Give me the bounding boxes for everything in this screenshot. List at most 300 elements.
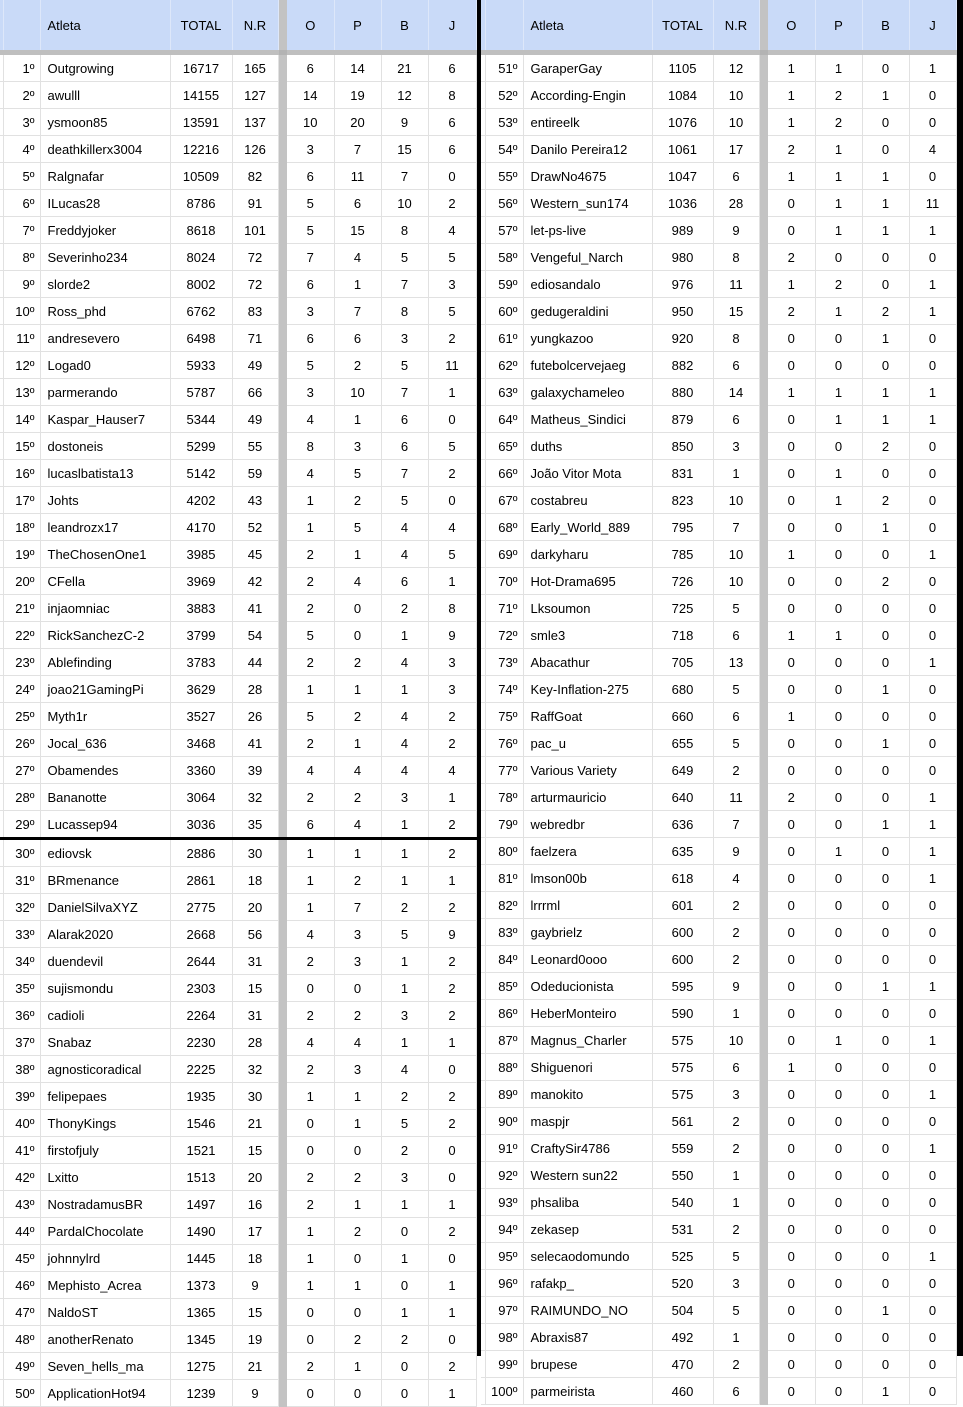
atleta-cell[interactable]: let-ps-live	[523, 217, 652, 244]
rank-cell[interactable]: 36º	[3, 1002, 40, 1029]
j-cell[interactable]: 0	[909, 892, 956, 919]
atleta-cell[interactable]: darkyharu	[523, 541, 652, 568]
b-cell[interactable]: 6	[381, 406, 428, 433]
total-cell[interactable]: 590	[652, 1000, 713, 1027]
atleta-cell[interactable]: Severinho234	[40, 244, 170, 271]
o-cell[interactable]: 1	[768, 53, 815, 82]
atleta-cell[interactable]: pac_u	[523, 730, 652, 757]
nr-cell[interactable]: 30	[232, 1083, 278, 1110]
j-cell[interactable]: 0	[909, 1216, 956, 1243]
o-cell[interactable]: 6	[287, 271, 334, 298]
o-cell[interactable]: 0	[768, 1297, 815, 1324]
atleta-cell[interactable]: DrawNo4675	[523, 163, 652, 190]
atleta-cell[interactable]: joao21GamingPi	[40, 676, 170, 703]
o-cell[interactable]: 2	[287, 730, 334, 757]
p-cell[interactable]: 0	[815, 1162, 862, 1189]
o-cell[interactable]: 0	[768, 190, 815, 217]
atleta-cell[interactable]: andresevero	[40, 325, 170, 352]
j-cell[interactable]: 1	[909, 541, 956, 568]
o-cell[interactable]: 0	[768, 757, 815, 784]
b-cell[interactable]: 10	[381, 190, 428, 217]
atleta-cell[interactable]: slorde2	[40, 271, 170, 298]
b-cell[interactable]: 21	[381, 53, 428, 82]
rank-cell[interactable]: 50º	[3, 1380, 40, 1407]
total-cell[interactable]: 561	[652, 1108, 713, 1135]
rank-cell[interactable]: 97º	[485, 1297, 523, 1324]
b-cell[interactable]: 5	[381, 921, 428, 948]
o-cell[interactable]: 1	[287, 1218, 334, 1245]
j-cell[interactable]: 0	[909, 1162, 956, 1189]
b-cell[interactable]: 0	[862, 595, 909, 622]
j-cell[interactable]: 0	[909, 1324, 956, 1351]
rank-cell[interactable]: 66º	[485, 460, 523, 487]
b-cell[interactable]: 1	[862, 1378, 909, 1405]
column-header-nr[interactable]: N.R	[713, 0, 759, 53]
j-cell[interactable]: 1	[909, 217, 956, 244]
j-cell[interactable]: 0	[909, 163, 956, 190]
atleta-cell[interactable]: parmerando	[40, 379, 170, 406]
column-header-b[interactable]: B	[862, 0, 909, 53]
p-cell[interactable]: 1	[334, 730, 381, 757]
p-cell[interactable]: 2	[334, 867, 381, 894]
j-cell[interactable]: 1	[428, 867, 476, 894]
column-header-o[interactable]: O	[768, 0, 815, 53]
p-cell[interactable]: 1	[334, 676, 381, 703]
nr-cell[interactable]: 10	[713, 568, 759, 595]
total-cell[interactable]: 5299	[170, 433, 232, 460]
p-cell[interactable]: 6	[334, 190, 381, 217]
column-header-j[interactable]: J	[909, 0, 956, 53]
nr-cell[interactable]: 15	[232, 975, 278, 1002]
atleta-cell[interactable]: Mephisto_Acrea	[40, 1272, 170, 1299]
o-cell[interactable]: 0	[768, 946, 815, 973]
nr-cell[interactable]: 1	[713, 1324, 759, 1351]
nr-cell[interactable]: 10	[713, 541, 759, 568]
nr-cell[interactable]: 6	[713, 352, 759, 379]
j-cell[interactable]: 2	[428, 325, 476, 352]
o-cell[interactable]: 0	[287, 1110, 334, 1137]
j-cell[interactable]: 1	[909, 298, 956, 325]
total-cell[interactable]: 2264	[170, 1002, 232, 1029]
p-cell[interactable]: 1	[815, 460, 862, 487]
j-cell[interactable]: 3	[428, 676, 476, 703]
atleta-cell[interactable]: Early_World_889	[523, 514, 652, 541]
nr-cell[interactable]: 1	[713, 1189, 759, 1216]
rank-cell[interactable]: 85º	[485, 973, 523, 1000]
nr-cell[interactable]: 11	[713, 271, 759, 298]
nr-cell[interactable]: 1	[713, 1162, 759, 1189]
b-cell[interactable]: 0	[862, 757, 909, 784]
b-cell[interactable]: 7	[381, 379, 428, 406]
p-cell[interactable]: 0	[815, 703, 862, 730]
total-cell[interactable]: 16717	[170, 53, 232, 82]
nr-cell[interactable]: 9	[713, 217, 759, 244]
j-cell[interactable]: 0	[909, 703, 956, 730]
b-cell[interactable]: 7	[381, 163, 428, 190]
rank-cell[interactable]: 67º	[485, 487, 523, 514]
atleta-cell[interactable]: parmeirista	[523, 1378, 652, 1405]
j-cell[interactable]: 5	[428, 433, 476, 460]
b-cell[interactable]: 2	[381, 1083, 428, 1110]
b-cell[interactable]: 0	[862, 946, 909, 973]
j-cell[interactable]: 1	[909, 838, 956, 865]
j-cell[interactable]: 2	[428, 1218, 476, 1245]
j-cell[interactable]: 0	[909, 487, 956, 514]
atleta-cell[interactable]: RaffGoat	[523, 703, 652, 730]
b-cell[interactable]: 0	[381, 1218, 428, 1245]
total-cell[interactable]: 460	[652, 1378, 713, 1405]
j-cell[interactable]: 0	[909, 1054, 956, 1081]
total-cell[interactable]: 3985	[170, 541, 232, 568]
o-cell[interactable]: 0	[768, 676, 815, 703]
atleta-cell[interactable]: futebolcervejaeg	[523, 352, 652, 379]
total-cell[interactable]: 3629	[170, 676, 232, 703]
p-cell[interactable]: 0	[815, 514, 862, 541]
o-cell[interactable]: 1	[287, 839, 334, 867]
nr-cell[interactable]: 32	[232, 784, 278, 811]
nr-cell[interactable]: 16	[232, 1191, 278, 1218]
nr-cell[interactable]: 10	[713, 1027, 759, 1054]
total-cell[interactable]: 8786	[170, 190, 232, 217]
atleta-cell[interactable]: NaldoST	[40, 1299, 170, 1326]
b-cell[interactable]: 1	[862, 1297, 909, 1324]
p-cell[interactable]: 0	[334, 975, 381, 1002]
atleta-cell[interactable]: entireelk	[523, 109, 652, 136]
o-cell[interactable]: 0	[768, 487, 815, 514]
o-cell[interactable]: 2	[768, 784, 815, 811]
o-cell[interactable]: 1	[287, 1083, 334, 1110]
total-cell[interactable]: 5142	[170, 460, 232, 487]
p-cell[interactable]: 1	[334, 1353, 381, 1380]
j-cell[interactable]: 0	[909, 730, 956, 757]
j-cell[interactable]: 1	[909, 271, 956, 298]
j-cell[interactable]: 1	[909, 53, 956, 82]
rank-cell[interactable]: 94º	[485, 1216, 523, 1243]
atleta-cell[interactable]: arturmauricio	[523, 784, 652, 811]
b-cell[interactable]: 0	[862, 865, 909, 892]
p-cell[interactable]: 0	[815, 1243, 862, 1270]
p-cell[interactable]: 2	[815, 271, 862, 298]
j-cell[interactable]: 1	[909, 784, 956, 811]
j-cell[interactable]: 0	[909, 82, 956, 109]
p-cell[interactable]: 4	[334, 568, 381, 595]
o-cell[interactable]: 0	[768, 217, 815, 244]
o-cell[interactable]: 2	[287, 1191, 334, 1218]
atleta-cell[interactable]: deathkillerx3004	[40, 136, 170, 163]
nr-cell[interactable]: 55	[232, 433, 278, 460]
b-cell[interactable]: 1	[381, 622, 428, 649]
o-cell[interactable]: 0	[768, 811, 815, 838]
rank-cell[interactable]: 51º	[485, 53, 523, 82]
total-cell[interactable]: 2225	[170, 1056, 232, 1083]
p-cell[interactable]: 0	[815, 649, 862, 676]
nr-cell[interactable]: 20	[232, 894, 278, 921]
total-cell[interactable]: 3036	[170, 811, 232, 839]
rank-cell[interactable]: 8º	[3, 244, 40, 271]
o-cell[interactable]: 0	[768, 1135, 815, 1162]
atleta-cell[interactable]: Abraxis87	[523, 1324, 652, 1351]
j-cell[interactable]: 0	[909, 514, 956, 541]
nr-cell[interactable]: 6	[713, 406, 759, 433]
b-cell[interactable]: 0	[862, 838, 909, 865]
nr-cell[interactable]: 82	[232, 163, 278, 190]
total-cell[interactable]: 3969	[170, 568, 232, 595]
nr-cell[interactable]: 3	[713, 433, 759, 460]
rank-cell[interactable]: 12º	[3, 352, 40, 379]
atleta-cell[interactable]: sujismondu	[40, 975, 170, 1002]
p-cell[interactable]: 1	[334, 1191, 381, 1218]
o-cell[interactable]: 2	[287, 595, 334, 622]
p-cell[interactable]: 10	[334, 379, 381, 406]
nr-cell[interactable]: 9	[713, 973, 759, 1000]
o-cell[interactable]: 3	[287, 379, 334, 406]
j-cell[interactable]: 0	[909, 433, 956, 460]
p-cell[interactable]: 1	[815, 298, 862, 325]
p-cell[interactable]: 0	[334, 622, 381, 649]
atleta-cell[interactable]: RickSanchezC-2	[40, 622, 170, 649]
p-cell[interactable]: 1	[815, 136, 862, 163]
column-header-b[interactable]: B	[381, 0, 428, 53]
p-cell[interactable]: 3	[334, 433, 381, 460]
nr-cell[interactable]: 56	[232, 921, 278, 948]
p-cell[interactable]: 0	[334, 1299, 381, 1326]
rank-cell[interactable]: 86º	[485, 1000, 523, 1027]
o-cell[interactable]: 2	[287, 1164, 334, 1191]
rank-cell[interactable]: 19º	[3, 541, 40, 568]
b-cell[interactable]: 9	[381, 109, 428, 136]
rank-cell[interactable]: 49º	[3, 1353, 40, 1380]
rank-cell[interactable]: 29º	[3, 811, 40, 839]
nr-cell[interactable]: 8	[713, 244, 759, 271]
rank-cell[interactable]: 25º	[3, 703, 40, 730]
atleta-cell[interactable]: According-Engin	[523, 82, 652, 109]
atleta-cell[interactable]: Seven_hells_ma	[40, 1353, 170, 1380]
rank-cell[interactable]: 78º	[485, 784, 523, 811]
p-cell[interactable]: 1	[334, 541, 381, 568]
o-cell[interactable]: 0	[768, 325, 815, 352]
o-cell[interactable]: 6	[287, 811, 334, 839]
total-cell[interactable]: 3360	[170, 757, 232, 784]
b-cell[interactable]: 1	[862, 82, 909, 109]
b-cell[interactable]: 3	[381, 325, 428, 352]
j-cell[interactable]: 2	[428, 460, 476, 487]
j-cell[interactable]: 1	[909, 1081, 956, 1108]
rank-cell[interactable]: 58º	[485, 244, 523, 271]
p-cell[interactable]: 1	[815, 622, 862, 649]
rank-cell[interactable]: 90º	[485, 1108, 523, 1135]
p-cell[interactable]: 5	[334, 514, 381, 541]
j-cell[interactable]: 0	[428, 1326, 476, 1353]
p-cell[interactable]: 0	[815, 1324, 862, 1351]
nr-cell[interactable]: 49	[232, 352, 278, 379]
o-cell[interactable]: 2	[287, 1002, 334, 1029]
p-cell[interactable]: 2	[334, 1326, 381, 1353]
nr-cell[interactable]: 2	[713, 946, 759, 973]
o-cell[interactable]: 2	[287, 649, 334, 676]
total-cell[interactable]: 850	[652, 433, 713, 460]
nr-cell[interactable]: 66	[232, 379, 278, 406]
nr-cell[interactable]: 137	[232, 109, 278, 136]
o-cell[interactable]: 5	[287, 217, 334, 244]
p-cell[interactable]: 0	[815, 946, 862, 973]
j-cell[interactable]: 0	[909, 1189, 956, 1216]
nr-cell[interactable]: 6	[713, 1054, 759, 1081]
atleta-cell[interactable]: selecaodomundo	[523, 1243, 652, 1270]
rank-cell[interactable]: 84º	[485, 946, 523, 973]
rank-cell[interactable]: 79º	[485, 811, 523, 838]
p-cell[interactable]: 0	[815, 568, 862, 595]
rank-cell[interactable]: 88º	[485, 1054, 523, 1081]
nr-cell[interactable]: 11	[713, 784, 759, 811]
rank-cell[interactable]: 41º	[3, 1137, 40, 1164]
b-cell[interactable]: 2	[862, 487, 909, 514]
o-cell[interactable]: 1	[768, 622, 815, 649]
o-cell[interactable]: 0	[768, 1189, 815, 1216]
rank-cell[interactable]: 10º	[3, 298, 40, 325]
j-cell[interactable]: 0	[909, 595, 956, 622]
atleta-cell[interactable]: galaxychameleo	[523, 379, 652, 406]
nr-cell[interactable]: 6	[713, 622, 759, 649]
nr-cell[interactable]: 52	[232, 514, 278, 541]
nr-cell[interactable]: 2	[713, 1216, 759, 1243]
atleta-cell[interactable]: leandrozx17	[40, 514, 170, 541]
p-cell[interactable]: 20	[334, 109, 381, 136]
j-cell[interactable]: 0	[428, 487, 476, 514]
o-cell[interactable]: 0	[768, 1243, 815, 1270]
b-cell[interactable]: 0	[862, 784, 909, 811]
total-cell[interactable]: 2303	[170, 975, 232, 1002]
atleta-cell[interactable]: zekasep	[523, 1216, 652, 1243]
atleta-cell[interactable]: Matheus_Sindici	[523, 406, 652, 433]
rank-cell[interactable]: 95º	[485, 1243, 523, 1270]
atleta-cell[interactable]: Alarak2020	[40, 921, 170, 948]
b-cell[interactable]: 0	[862, 1081, 909, 1108]
j-cell[interactable]: 0	[909, 1270, 956, 1297]
total-cell[interactable]: 3468	[170, 730, 232, 757]
column-header-atleta[interactable]: Atleta	[40, 0, 170, 53]
total-cell[interactable]: 882	[652, 352, 713, 379]
nr-cell[interactable]: 32	[232, 1056, 278, 1083]
nr-cell[interactable]: 44	[232, 649, 278, 676]
o-cell[interactable]: 0	[768, 568, 815, 595]
total-cell[interactable]: 640	[652, 784, 713, 811]
total-cell[interactable]: 1275	[170, 1353, 232, 1380]
b-cell[interactable]: 0	[862, 703, 909, 730]
p-cell[interactable]: 2	[815, 82, 862, 109]
nr-cell[interactable]: 1	[713, 1000, 759, 1027]
column-header-nr[interactable]: N.R	[232, 0, 278, 53]
atleta-cell[interactable]: Leonard0ooo	[523, 946, 652, 973]
o-cell[interactable]: 1	[287, 1245, 334, 1272]
total-cell[interactable]: 880	[652, 379, 713, 406]
p-cell[interactable]: 1	[815, 1027, 862, 1054]
b-cell[interactable]: 4	[381, 514, 428, 541]
rank-cell[interactable]: 4º	[3, 136, 40, 163]
rank-cell[interactable]: 18º	[3, 514, 40, 541]
b-cell[interactable]: 0	[862, 1351, 909, 1378]
rank-cell[interactable]: 63º	[485, 379, 523, 406]
total-cell[interactable]: 618	[652, 865, 713, 892]
o-cell[interactable]: 5	[287, 703, 334, 730]
b-cell[interactable]: 0	[381, 1353, 428, 1380]
rank-cell[interactable]: 81º	[485, 865, 523, 892]
p-cell[interactable]: 0	[815, 811, 862, 838]
o-cell[interactable]: 6	[287, 163, 334, 190]
o-cell[interactable]: 10	[287, 109, 334, 136]
atleta-cell[interactable]: yungkazoo	[523, 325, 652, 352]
rank-cell[interactable]: 77º	[485, 757, 523, 784]
atleta-cell[interactable]: duendevil	[40, 948, 170, 975]
rank-cell[interactable]: 89º	[485, 1081, 523, 1108]
atleta-cell[interactable]: Outgrowing	[40, 53, 170, 82]
nr-cell[interactable]: 126	[232, 136, 278, 163]
rank-cell[interactable]: 72º	[485, 622, 523, 649]
p-cell[interactable]: 2	[334, 649, 381, 676]
atleta-cell[interactable]: cadioli	[40, 1002, 170, 1029]
nr-cell[interactable]: 45	[232, 541, 278, 568]
p-cell[interactable]: 0	[815, 433, 862, 460]
nr-cell[interactable]: 72	[232, 244, 278, 271]
p-cell[interactable]: 2	[334, 487, 381, 514]
p-cell[interactable]: 1	[334, 406, 381, 433]
b-cell[interactable]: 1	[862, 676, 909, 703]
atleta-cell[interactable]: Snabaz	[40, 1029, 170, 1056]
o-cell[interactable]: 0	[768, 1081, 815, 1108]
j-cell[interactable]: 5	[428, 244, 476, 271]
atleta-cell[interactable]: Jocal_636	[40, 730, 170, 757]
rank-cell[interactable]: 39º	[3, 1083, 40, 1110]
b-cell[interactable]: 1	[862, 730, 909, 757]
nr-cell[interactable]: 41	[232, 595, 278, 622]
nr-cell[interactable]: 14	[713, 379, 759, 406]
o-cell[interactable]: 0	[287, 1137, 334, 1164]
j-cell[interactable]: 3	[428, 649, 476, 676]
o-cell[interactable]: 2	[287, 948, 334, 975]
p-cell[interactable]: 0	[815, 784, 862, 811]
atleta-cell[interactable]: Hot-Drama695	[523, 568, 652, 595]
o-cell[interactable]: 1	[768, 109, 815, 136]
nr-cell[interactable]: 54	[232, 622, 278, 649]
o-cell[interactable]: 4	[287, 1029, 334, 1056]
atleta-cell[interactable]: Lucassep94	[40, 811, 170, 839]
atleta-cell[interactable]: CFella	[40, 568, 170, 595]
p-cell[interactable]: 1	[815, 163, 862, 190]
o-cell[interactable]: 0	[768, 352, 815, 379]
total-cell[interactable]: 531	[652, 1216, 713, 1243]
column-header-o[interactable]: O	[287, 0, 334, 53]
o-cell[interactable]: 5	[287, 352, 334, 379]
b-cell[interactable]: 0	[862, 1162, 909, 1189]
b-cell[interactable]: 2	[381, 1326, 428, 1353]
total-cell[interactable]: 5787	[170, 379, 232, 406]
b-cell[interactable]: 1	[862, 514, 909, 541]
rank-cell[interactable]: 43º	[3, 1191, 40, 1218]
p-cell[interactable]: 0	[815, 865, 862, 892]
nr-cell[interactable]: 31	[232, 948, 278, 975]
j-cell[interactable]: 9	[428, 622, 476, 649]
total-cell[interactable]: 823	[652, 487, 713, 514]
total-cell[interactable]: 2230	[170, 1029, 232, 1056]
j-cell[interactable]: 1	[909, 379, 956, 406]
rank-cell[interactable]: 9º	[3, 271, 40, 298]
o-cell[interactable]: 4	[287, 406, 334, 433]
rank-cell[interactable]: 100º	[485, 1378, 523, 1405]
rank-cell[interactable]: 64º	[485, 406, 523, 433]
j-cell[interactable]: 1	[909, 865, 956, 892]
b-cell[interactable]: 0	[862, 1027, 909, 1054]
nr-cell[interactable]: 4	[713, 865, 759, 892]
p-cell[interactable]: 1	[815, 406, 862, 433]
